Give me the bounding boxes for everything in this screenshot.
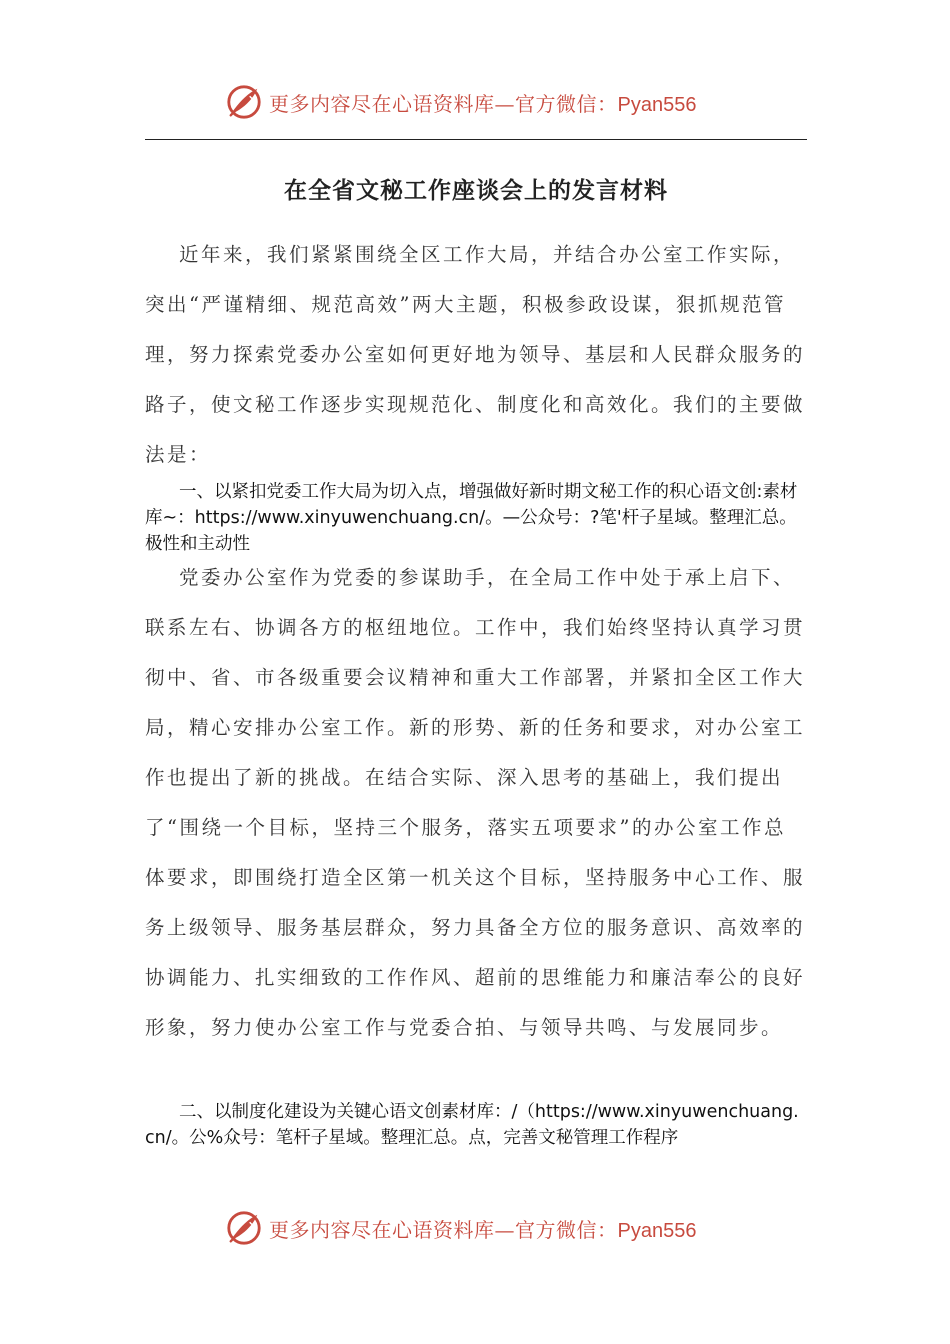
wechat-id: Pyan556 <box>617 1219 697 1242</box>
banner-text: 更多内容尽在心语资料库—官方微信：Pyan556 <box>269 1217 697 1242</box>
section-heading-2: 二、以制度化建设为关键心语文创素材库：/（https://www.xinyuwenchuang.cn/。公%众号：笔杆子星域。整理汇总。点，完善文秘管理工作程序 <box>145 1102 799 1148</box>
wechat-id: Pyan556 <box>617 93 697 116</box>
header-divider <box>145 139 807 140</box>
banner-text: 更多内容尽在心语资料库—官方微信：Pyan556 <box>269 91 697 116</box>
header-banner <box>225 80 696 124</box>
footer-banner <box>225 1206 696 1250</box>
section-heading-1: 一、以紧扣党委工作大局为切入点，增强做好新时期文秘工作的积心语文创:素材库~：https://www.xinyuwenchuang.cn/。—公众号：?笔'杆子星域。整理汇总。极性和主动性 <box>145 482 798 554</box>
quill-pen-logo-icon <box>225 83 263 121</box>
intro-paragraph: 近年来，我们紧紧围绕全区工作大局，并结合办公室工作实际，突出“严谨精细、规范高效”两大主题，积极参政设谋，狠抓规范管理，努力探索党委办公室如何更好地为领导、基层和人民群众服务的路子，使文秘工作逐步实现规范化、制度化和高效化。我们的主要做法是： <box>145 243 806 466</box>
body-paragraph-1: 党委办公室作为党委的参谋助手，在全局工作中处于承上启下、联系左右、协调各方的枢纽地位。工作中，我们始终坚持认真学习贯彻中、省、市各级重要会议精神和重大工作部署，并紧扣全区工作大局，精心安排办公室工作。新的形势、新的任务和要求，对办公室工作也提出了新的挑战。在结合实际、深入思考的基础上，我们提出了“围绕一个目标，坚持三个服务，落实五项要求”的办公室工作总体要求，即围绕打造全区第一机关这个目标，坚持服务中心工作、服务上级领导、服务基层群众，努力具备全方位的服务意识、高效率的协调能力、扎实细致的工作作风、超前的思维能力和廉洁奉公的良好形象，努力使办公室工作与党委合拍、与领导共鸣、与发展同步。 <box>145 566 806 1039</box>
document-title: 在全省文秘工作座谈会上的发言材料 <box>284 178 668 204</box>
quill-pen-logo-icon <box>225 1209 263 1247</box>
